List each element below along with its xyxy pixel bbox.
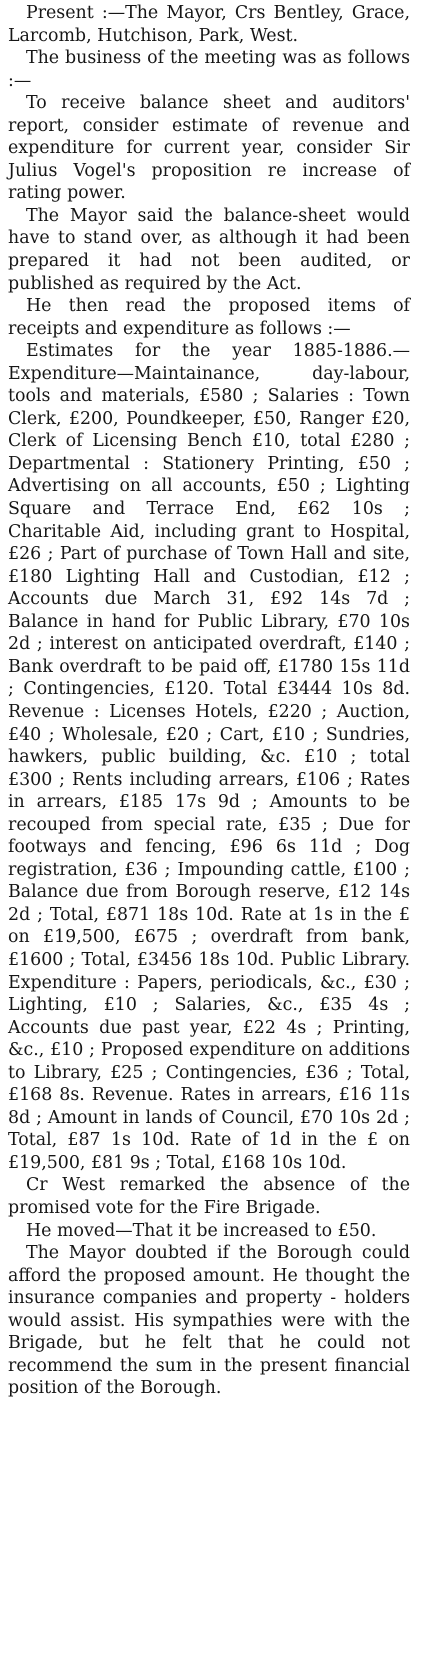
paragraph-mayor-doubt: The Mayor doubted if the Borough could afford the proposed amount. He thought the insurance companies and property - holders would assist. His sympathies were with the Brigade, but he felt that he could not recommend the sum in the present financial position of the Borough. [8, 1243, 410, 1399]
paragraph-read-estimates: He then read the proposed items of receipts and expenditure as follows :— [8, 296, 410, 339]
paragraph-business-intro: The business of the meeting was as follows :— [8, 48, 410, 91]
paragraph-motion: He moved—That it be increased to £50. [26, 1220, 377, 1241]
paragraph-agenda: To receive balance sheet and auditors' report, consider estimate of revenue and expenditure for current year, consider Sir Julius Vogel's proposition re increase of rating power. [8, 93, 410, 204]
paragraph-cr-west-remark: Cr West remarked the absence of the promised vote for the Fire Brigade. [8, 1175, 410, 1218]
paragraph-present: Present :—The Mayor, Crs Bentley, Grace, Larcomb, Hutchison, Park, West. [8, 3, 410, 46]
newspaper-article-column [8, 2, 410, 1400]
paragraph-estimates: Estimates for the year 1885-1886.—Expenditure—Maintainance, day-labour, tools and materials, £580 ; Salaries : Town Clerk, £200, Poundkeeper, £50, Ranger £20, Clerk of Licensing Bench £10, total £280 ; Departmental : Stationery Printing, £50 ; Advertising on all accounts, £50 ; Lighting Square and Terrace End, £62 10s ; Charitable Aid, including grant to Hospital, £26 ; Part of purchase of Town Hall and site, £180 Lighting Hall and Custodian, £12 ; Accounts due March 31, £92 14s 7d ; Balance in hand for Public Library, £70 10s 2d ; interest on anticipated overdraft, £140 ; Bank overdraft to be paid off, £1780 15s 11d ; Contingencies, £120. Total £3444 10s 8d. Revenue : Licenses Hotels, £220 ; Auction, £40 ; Wholesale, £20 ; Cart, £10 ; Sundries, hawkers, public building, &c. £10 ; total £300 ; Rents including arrears, £106 ; Rates in arrears, £185 17s 9d ; Amounts to be recouped from special rate, £35 ; Due for footways and fencing, £96 6s 11d ; Dog registration, £36 ; Impounding cattle, £100 ; Balance due from Borough reserve, £12 14s 2d ; Total, £871 18s 10d. Rate at 1s in the £ on £19,500, £675 ; overdraft from bank, £1600 ; Total, £3456 18s 10d. Public Library. Expenditure : Papers, periodicals, &c., £30 ; Lighting, £10 ; Salaries, &c., £35 4s ; Accounts due past year, £22 4s ; Printing, &c., £10 ; Proposed expenditure on additions to Library, £25 ; Contingencies, £36 ; Total, £168 8s. Revenue. Rates in arrears, £16 11s 8d ; Amount in lands of Council, £70 10s 2d ; Total, £87 1s 10d. Rate of 1d in the £ on £19,500, £81 9s ; Total, £168 10s 10d. [8, 341, 410, 1173]
paragraph-mayor-balance-sheet: The Mayor said the balance-sheet would have to stand over, as although it had been prepared it had not been audited, or published as required by the Act. [8, 205, 410, 294]
